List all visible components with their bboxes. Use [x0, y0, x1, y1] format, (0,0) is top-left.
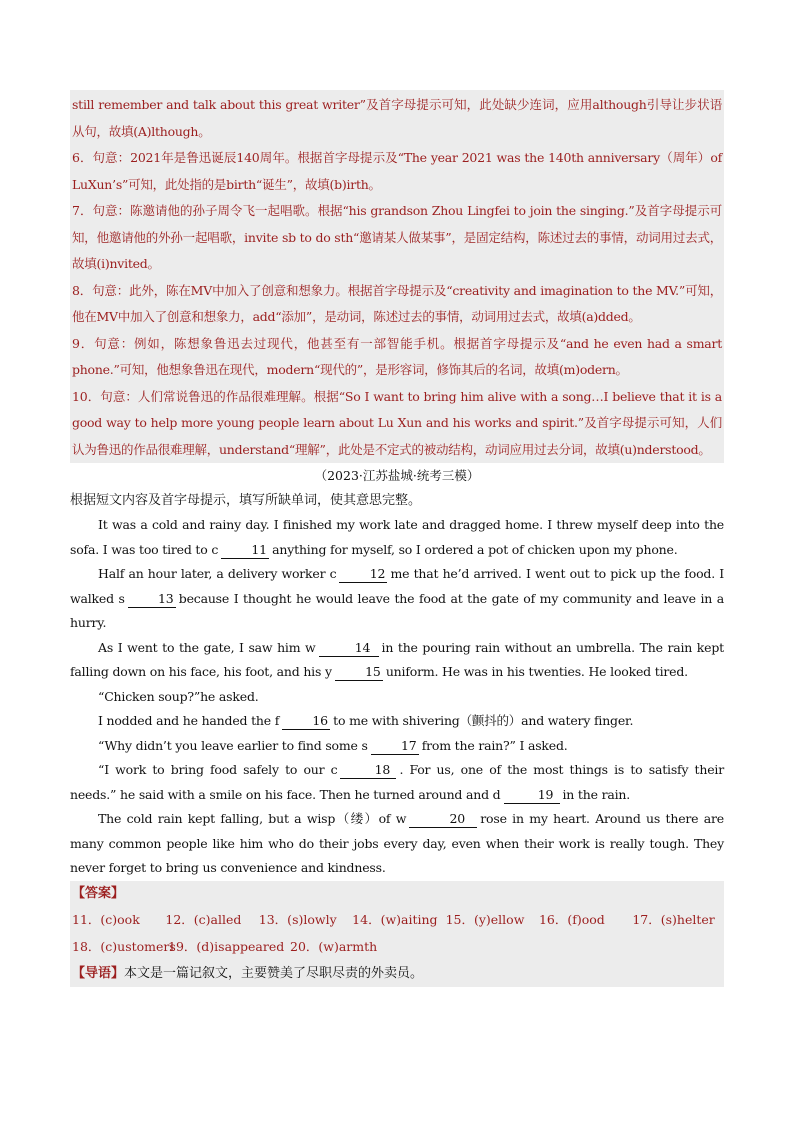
passage-paragraph-7: “I work to bring food safely to our c 18 . For us, one of the most things is to satisfy their needs.” he said with a smile on his face. Then he turned around and d 19 in the rain.: [70, 762, 724, 802]
passage-paragraph-3: As I went to the gate, I saw him w 14 in the pouring rain without an umbrella. The rain kept falling down on his face, his foot, and his y 15 uniform. He was in his twenties. He looked tired.: [70, 639, 724, 679]
answer-14: 14．(w)aiting: [352, 911, 438, 927]
answer-13: 13．(s)lowly: [258, 911, 337, 927]
passage-paragraph-2: Half an hour later, a delivery worker c 12 me that he’d arrived. I went out to pick up the food. I walked s 13 because I thought he would leave the food at the gate of my community and leave in a hurry.: [70, 566, 724, 630]
guide-line: [72, 960, 722, 987]
answer-row-2: [72, 933, 722, 960]
blank-16[interactable]: 16: [282, 713, 330, 730]
passage-paragraph-6: “Why didn’t you leave earlier to find some s 17 from the rain?” I asked.: [98, 737, 568, 753]
explanation-9: 9．句意：例如，陈想象鲁迅去过现代，他甚至有一部智能手机。根据首字母提示及“and he even had a smart phone.”可知，他想象鲁迅在现代，modern“现代的”，是形容词，修饰其后的名词，故填(m)odern。: [72, 335, 722, 377]
passage-paragraph-4: “Chicken soup?”he asked.: [98, 688, 259, 704]
answer-12: 12．(c)alled: [165, 911, 242, 927]
blank-11[interactable]: 11: [221, 542, 269, 559]
explanation-10: 10．句意：人们常说鲁迅的作品很难理解。根据“So I want to bring him alive with a song…I believe that it is a good way to help more young people learn about Lu Xun and his works and spirit.”及首字母提示可知，人们认为鲁迅的作品很难理解，understand“理解”，此处是不定式的被动结构，动词应用过去分词，故填(u)nderstood。: [72, 388, 722, 457]
passage-paragraph-1: It was a cold and rainy day. I finished my work late and dragged home. I threw myself deep into the sofa. I was too tired to c 11 anything for myself, so I ordered a pot of chicken upon my phone.: [70, 517, 724, 557]
guide-text: 本文是一篇记叙文，主要赞美了尽职尽责的外卖员。: [124, 965, 424, 981]
answer-tag: 【答案】: [72, 885, 125, 901]
answer-18: 18．(c)ustomers: [72, 938, 176, 954]
answer-20: 20．(w)armth: [290, 938, 378, 954]
explanation-5-tail: still remember and talk about this great writer”及首字母提示可知，此处缺少连词，应用although引导让步状语从句，故填(A)lthough。: [72, 97, 722, 139]
document-page: [70, 90, 724, 987]
blank-19[interactable]: 19: [504, 787, 560, 804]
answer-11: 11．(c)ook: [72, 911, 140, 927]
answer-row-1: [72, 906, 722, 933]
answer-19: 19．(d)isappeared: [168, 938, 285, 954]
explanation-6: 6．句意：2021年是鲁迅诞辰140周年。根据首字母提示及“The year 2021 was the 140th anniversary（周年）of LuXun’s”可知，此处指的是birth“诞生”，故填(b)irth。: [72, 150, 722, 192]
blank-13[interactable]: 13: [128, 591, 176, 608]
blank-18[interactable]: 18: [340, 762, 396, 779]
blank-14[interactable]: 14: [319, 640, 379, 657]
passage-paragraph-5: I nodded and he handed the f 16 to me with shivering（颤抖的）and watery finger.: [98, 713, 634, 728]
answer-15: 15．(y)ellow: [445, 911, 525, 927]
passage: [70, 513, 724, 881]
guide-tag: 【导语】: [72, 965, 125, 981]
question-instruction: 根据短文内容及首字母提示，填写所缺单词，使其意思完整。: [70, 493, 422, 508]
explanation-8: 8．句意：此外，陈在MV中加入了创意和想象力。根据首字母提示及“creativity and imagination to the MV.”可知，他在MV中加入了创意和想象力，add“添加”，是动词，陈述过去的事情，动词用过去式，故填(a)dded。: [72, 282, 722, 324]
answer-block: [70, 881, 724, 987]
blank-17[interactable]: 17: [371, 738, 419, 755]
explanation-block: [70, 90, 724, 463]
question-source: （2023·江苏盐城·统考三模）: [314, 468, 480, 483]
passage-paragraph-8: The cold rain kept falling, but a wisp（缕）of w 20 rose in my heart. Around us there are many common people like him who do their jobs every day, even when their work is really tough. They never forget to bring us convenience and kindness.: [70, 811, 724, 875]
explanation-7: 7．句意：陈邀请他的孙子周令飞一起唱歌。根据“his grandson Zhou Lingfei to join the singing.”及首字母提示可知，他邀请他的外孙一起唱歌，invite sb to do sth“邀请某人做某事”，是固定结构，陈述过去的事情，动词用过去式，故填(i)nvited。: [72, 203, 722, 271]
blank-15[interactable]: 15: [335, 664, 383, 681]
blank-12[interactable]: 12: [339, 566, 387, 583]
answer-17: 17．(s)helter: [632, 911, 715, 927]
blank-20[interactable]: 20: [409, 811, 477, 828]
answer-16: 16．(f)ood: [538, 911, 605, 927]
